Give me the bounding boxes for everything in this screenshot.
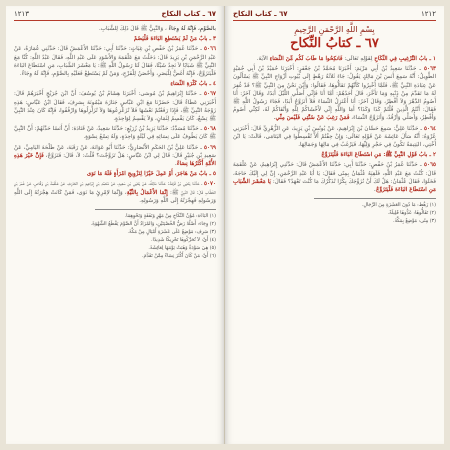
left-quote-1: فَإِنَّ خَيْرَ هَذِهِ الأُمَّةِ أَكْثَرُهَا نِسَاءً bbox=[14, 152, 216, 168]
left-heading-3: ٥ ـ بابٌ مَنْ هَاجَرَ، أَوْ عَمِلَ خَيْرًا لِتَزْوِيجِ امْرَأَةٍ فَلَهُ مَا نَوَى bbox=[86, 171, 216, 178]
left-body-text: بالصَّوْمِ، فَإِنَّهُ لَهُ وِجَاءٌ ، وَالنَّبِيُّ ﷺ قَالَ ذَلِكَ لِلشَّبَابِ. ٣ ـ بابٌ مَنْ لَمْ يَسْتَطِعِ البَاءَةَ فَلْيَصُمْ ٥٠٦٦ ـ حَدَّثَنَا عُمَرُ بْنُ حَفْصِ بْنِ غِيَاثٍ: حَدَّثَنَا أَبِي: حَدَّثَنَا الأَعْمَشُ قَالَ: حَدَّثَنِي عُمَارَةُ، عَنْ عَبْدِ الرَّحْمَنِ بْنِ يَزِيدَ قَالَ: دَخَلْتُ مَعَ عَلْقَمَةَ وَالأَسْوَدِ عَلَى عَبْدِ اللَّهِ، فَقَالَ عَبْدُ اللَّهِ: كُنَّا مَعَ النَّبِيِّ ﷺ شَبَابًا لاَ نَجِدُ شَيْئًا، فَقَالَ لَنَا رَسُولُ اللَّهِ ﷺ: يَا مَعْشَرَ الشَّبَابِ، مَنِ اسْتَطَاعَ البَاءَةَ فَلْيَتَزَوَّجْ، فَإِنَّهُ أَغَضُّ لِلْبَصَرِ، وَأَحْصَنُ لِلْفَرْجِ، وَمَنْ لَمْ يَسْتَطِعْ فَعَلَيْهِ بِالصَّوْمِ، فَإِنَّهُ لَهُ وِجَاءٌ. ٤ ـ بابُ كَثْرَةِ النِّسَاءِ ٥٠٦٧ ـ حَدَّثَنَا إِبْرَاهِيمُ بْنُ مُوسَى: أَخْبَرَنَا هِشَامُ بْنُ يُوسُفَ: أَنَّ ابْنَ جُرَيْجٍ أَخْبَرَهُمْ قَالَ: أَخْبَرَنِي عَطَاءٌ قَالَ: حَضَرْنَا مَعَ ابْنِ عَبَّاسٍ جَنَازَةَ مَيْمُونَةَ بِسَرِفَ، فَقَالَ ابْنُ عَبَّاسٍ: هَذِهِ زَوْجَةُ النَّبِيِّ ﷺ، فَإِذَا رَفَعْتُمْ نَعْشَهَا فَلاَ تُزَعْزِعُوهَا وَلاَ تُزَلْزِلُوهَا وَارْفُقُوا، فَإِنَّهُ كَانَ عِنْدَ النَّبِيِّ ﷺ تِسْعٌ، كَانَ يَقْسِمُ لِثَمَانٍ، وَلاَ يَقْسِمُ لِوَاحِدَةٍ. ٥٠٦٨ ـ حَدَّثَنَا مُسَدَّدٌ: حَدَّثَنَا يَزِيدُ بْنُ زُرَيْعٍ: حَدَّثَنَا سَعِيدٌ، عَنْ قَتَادَةَ: أَنَّ أَنَسًا حَدَّثَهُمْ: أَنَّ النَّبِيَّ ﷺ كَانَ يَطُوفُ عَلَى نِسَائِهِ فِي لَيْلَةٍ وَاحِدَةٍ، وَلَهُ تِسْعُ نِسْوَةٍ. ٥٠٦٩ ـ حَدَّثَنَا عَلِيُّ بْنُ الحَكَمِ الأَنْصَارِيُّ: حَدَّثَنَا أَبُو عَوَانَةَ، عَنْ رَقَبَةَ، عَنْ طَلْحَةَ اليَامِيِّ، عَنْ سَعِيدِ بْنِ جُبَيْرٍ قَالَ: قَالَ لِي ابْنُ عَبَّاسٍ: هَلْ تَزَوَّجْتَ؟ قُلْتُ: لاَ، قَالَ: فَتَزَوَّجْ، فَإِنَّ خَيْرَ هَذِهِ الأُمَّةِ أَكْثَرُهَا نِسَاءً. ٥ ـ بابٌ مَنْ هَاجَرَ، أَوْ عَمِلَ خَيْرًا لِتَزْوِيجِ امْرَأَةٍ فَلَهُ مَا نَوَى ٥٠٧٠ ـ حَدَّثَنَا يَحْيَى بْنُ قَزَعَةَ: حَدَّثَنَا مَالِكٌ، عَنْ يَحْيَى بْنِ سَعِيدٍ، عَنْ مُحَمَّدِ بْنِ إِبْرَاهِيمَ بْنِ الحَارِثِ، عَنْ عَلْقَمَةَ بْنِ وَقَّاصٍ، عَنْ عُمَرَ بْنِ الخَطَّابِ قَالَ: قَالَ النَّبِيُّ ﷺ: إِنَّمَا الأَعْمَالُ بِالنِّيَّةِ، وَإِنَّمَا لاِمْرِئٍ مَا نَوَى، فَمَنْ كَانَتْ هِجْرَتُهُ إِلَى اللَّهِ وَرَسُولِهِ فَهِجْرَتُهُ إِلَى اللَّهِ وَرَسُولِهِ. bbox=[14, 26, 217, 204]
right-hadith-num-2: ٥٠٦٤ bbox=[423, 125, 436, 132]
left-page-header bbox=[14, 10, 216, 21]
right-heading-2: ٢ ـ بابُ قَوْلِ النَّبِيِّ ﷺ: مَنِ اسْتَطَاعَ البَاءَةَ فَلْيَتَزَوَّجْ bbox=[321, 152, 436, 159]
left-footnote-separator bbox=[95, 209, 216, 210]
left-hadith-num-5: ٥٠٧٠ bbox=[203, 181, 216, 188]
book-spread bbox=[6, 6, 444, 444]
right-page-number: ١٢١٢ bbox=[420, 10, 436, 18]
left-hadith-num-2: ٥٠٦٧ bbox=[203, 91, 217, 98]
left-heading-2: ٤ ـ بابُ كَثْرَةِ النِّسَاءِ bbox=[170, 81, 216, 88]
left-quote-2: إِنَّمَا الأَعْمَالُ بِالنِّيَّةِ bbox=[126, 189, 168, 196]
right-hadith-num-3: ٥٠٦٥ bbox=[423, 162, 437, 169]
basmala: بِسْمِ اللَّهِ الرَّحْمَنِ الرَّحِيمِ bbox=[294, 25, 375, 34]
left-page-number: ١٢١٣ bbox=[14, 10, 30, 18]
right-footnotes: (١) رَهْط: مَا دُونَ العَشَرَةِ مِنَ الرِّجَالِ. (٢) تَقَالُّوهَا: عَدُّوهَا قَلِيلَةً. (٣) مِنًى: مَوْضِعٌ بِمَكَّةَ. bbox=[361, 203, 436, 225]
chapter-title: ٦٧ ـ كتابُ النِّكاح bbox=[290, 36, 379, 51]
right-page-header bbox=[233, 10, 436, 21]
right-page bbox=[225, 6, 444, 444]
right-quote-1: فَمَنْ رَغِبَ عَنْ سُنَّتِي فَلَيْسَ مِنِّي bbox=[275, 115, 350, 122]
right-chapter-header: ٦٧ ـ كتاب النكاح bbox=[233, 10, 288, 18]
left-top-line: بالصَّوْمِ، فَإِنَّهُ لَهُ وِجَاءٌ bbox=[168, 26, 216, 32]
right-footnote-separator bbox=[314, 198, 436, 199]
left-hadith-num-3: ٥٠٦٨ bbox=[203, 126, 216, 133]
right-quote-2: يَا مَعْشَرَ الشَّبَابِ مَنِ اسْتَطَاعَ البَاءَةَ فَلْيَتَزَوَّجْ bbox=[233, 178, 436, 194]
left-chapter-header: ٦٧ ـ كتاب النكاح bbox=[161, 10, 216, 18]
right-heading-1: ١ ـ بابُ التَّرْغِيبِ فِي النِّكَاحِ bbox=[374, 56, 436, 62]
left-page bbox=[6, 6, 225, 444]
left-footnotes: (١) البَاءَة: مُؤَنُ النِّكَاحِ مِنْ مَهْرٍ وَنَفَقَةٍ وَنَحْوِهِمَا. (٢) وِجَاء: أَصْلُهُ رَضُّ الخُصْيَتَيْنِ، وَالمُرَادُ أَنَّ الصَّوْمَ يَقْطَعُ الشَّهْوَةَ. (٣) سَرِف: مَوْضِعٌ عَلَى عَشَرَةِ أَمْيَالٍ مِنْ مَكَّةَ. (٤) أَيْ: لاَ تُحَرِّكُوهَا تَحْرِيكًا شَدِيدًا. (٥) هِيَ سَوْدَةُ وَهَبَتْ يَوْمَهَا لِعَائِشَةَ. (٦) أَيْ: مَنْ كَانَ أَكْثَرَ نِسَاءً مِمَّنْ تَقَدَّمَ. bbox=[90, 214, 216, 260]
right-hadith-num-1: ٥٠٦٣ bbox=[423, 66, 436, 73]
left-heading-1: ٣ ـ بابٌ مَنْ لَمْ يَسْتَطِعِ البَاءَةَ فَلْيَصُمْ bbox=[133, 36, 216, 43]
right-verse: فَانكِحُوا مَا طَابَ لَكُم مِّنَ النِّسَاءِ bbox=[269, 56, 343, 62]
left-hadith-num-4: ٥٠٦٩ bbox=[203, 144, 216, 151]
left-hadith-num-1: ٥٠٦٦ bbox=[203, 46, 216, 53]
right-body-text: ١ ـ بابُ التَّرْغِيبِ فِي النِّكَاحِ لِقَوْلِهِ تَعَالَى: فَانكِحُوا مَا طَابَ لَكُم مِّنَ النِّسَاءِ الآيَةَ. ٥٠٦٣ ـ حَدَّثَنَا سَعِيدُ بْنُ أَبِي مَرْيَمَ: أَخْبَرَنَا مُحَمَّدُ بْنُ جَعْفَرٍ: أَخْبَرَنَا حُمَيْدُ بْنُ أَبِي حُمَيْدٍ الطَّوِيلُ: أَنَّهُ سَمِعَ أَنَسَ بْنَ مَالِكٍ يَقُولُ: جَاءَ ثَلاَثَةُ رَهْطٍ إِلَى بُيُوتِ أَزْوَاجِ النَّبِيِّ ﷺ يَسْأَلُونَ عَنْ عِبَادَةِ النَّبِيِّ ﷺ، فَلَمَّا أُخْبِرُوا كَأَنَّهُمْ تَقَالُّوهَا، فَقَالُوا: وَأَيْنَ نَحْنُ مِنَ النَّبِيِّ ﷺ؟ قَدْ غُفِرَ لَهُ مَا تَقَدَّمَ مِنْ ذَنْبِهِ وَمَا تَأَخَّرَ، قَالَ أَحَدُهُمْ: أَمَّا أَنَا فَإِنِّي أُصَلِّي اللَّيْلَ أَبَدًا، وَقَالَ آخَرُ: أَنَا أَصُومُ الدَّهْرَ وَلاَ أُفْطِرُ، وَقَالَ آخَرُ: أَنَا أَعْتَزِلُ النِّسَاءَ فَلاَ أَتَزَوَّجُ أَبَدًا، فَجَاءَ رَسُولُ اللَّهِ ﷺ فَقَالَ: أَنْتُمُ الَّذِينَ قُلْتُمْ كَذَا وَكَذَا؟ أَمَا وَاللَّهِ إِنِّي لَأَخْشَاكُمْ لِلَّهِ وَأَتْقَاكُمْ لَهُ، لَكِنِّي أَصُومُ وَأُفْطِرُ، وَأُصَلِّي وَأَرْقُدُ، وَأَتَزَوَّجُ النِّسَاءَ، فَمَنْ رَغِبَ عَنْ سُنَّتِي فَلَيْسَ مِنِّي. ٥٠٦٤ ـ حَدَّثَنَا عَلِيٌّ: سَمِعَ حَسَّانَ بْنَ إِبْرَاهِيمَ، عَنْ يُونُسَ بْنِ يَزِيدَ، عَنِ الزُّهْرِيِّ قَالَ: أَخْبَرَنِي عُرْوَةُ: أَنَّهُ سَأَلَ عَائِشَةَ عَنْ قَوْلِهِ تَعَالَى: وَإِنْ خِفْتُمْ أَلاَّ تُقْسِطُوا فِي اليَتَامَى، قَالَتْ: يَا ابْنَ أُخْتِي، اليَتِيمَةُ تَكُونُ فِي حَجْرِ وَلِيِّهَا، فَيَرْغَبُ فِي مَالِهَا وَجَمَالِهَا. ٢ ـ بابُ قَوْلِ النَّبِيِّ ﷺ: مَنِ اسْتَطَاعَ البَاءَةَ فَلْيَتَزَوَّجْ ٥٠٦٥ ـ حَدَّثَنَا عُمَرُ بْنُ حَفْصٍ: حَدَّثَنَا أَبِي: حَدَّثَنَا الأَعْمَشُ قَالَ: حَدَّثَنِي إِبْرَاهِيمُ، عَنْ عَلْقَمَةَ قَالَ: كُنْتُ مَعَ عَبْدِ اللَّهِ، فَلَقِيَهُ عُثْمَانُ بِمِنًى فَقَالَ: يَا أَبَا عَبْدِ الرَّحْمَنِ، إِنَّ لِي إِلَيْكَ حَاجَةً، فَخَلَوَا، فَقَالَ عُثْمَانُ: هَلْ لَكَ أَنْ نُزَوِّجَكَ بِكْرًا تُذَكِّرُكَ مَا كُنْتَ تَعْهَدُ؟ فَقَالَ: يَا مَعْشَرَ الشَّبَابِ مَنِ اسْتَطَاعَ البَاءَةَ فَلْيَتَزَوَّجْ. bbox=[233, 56, 437, 194]
